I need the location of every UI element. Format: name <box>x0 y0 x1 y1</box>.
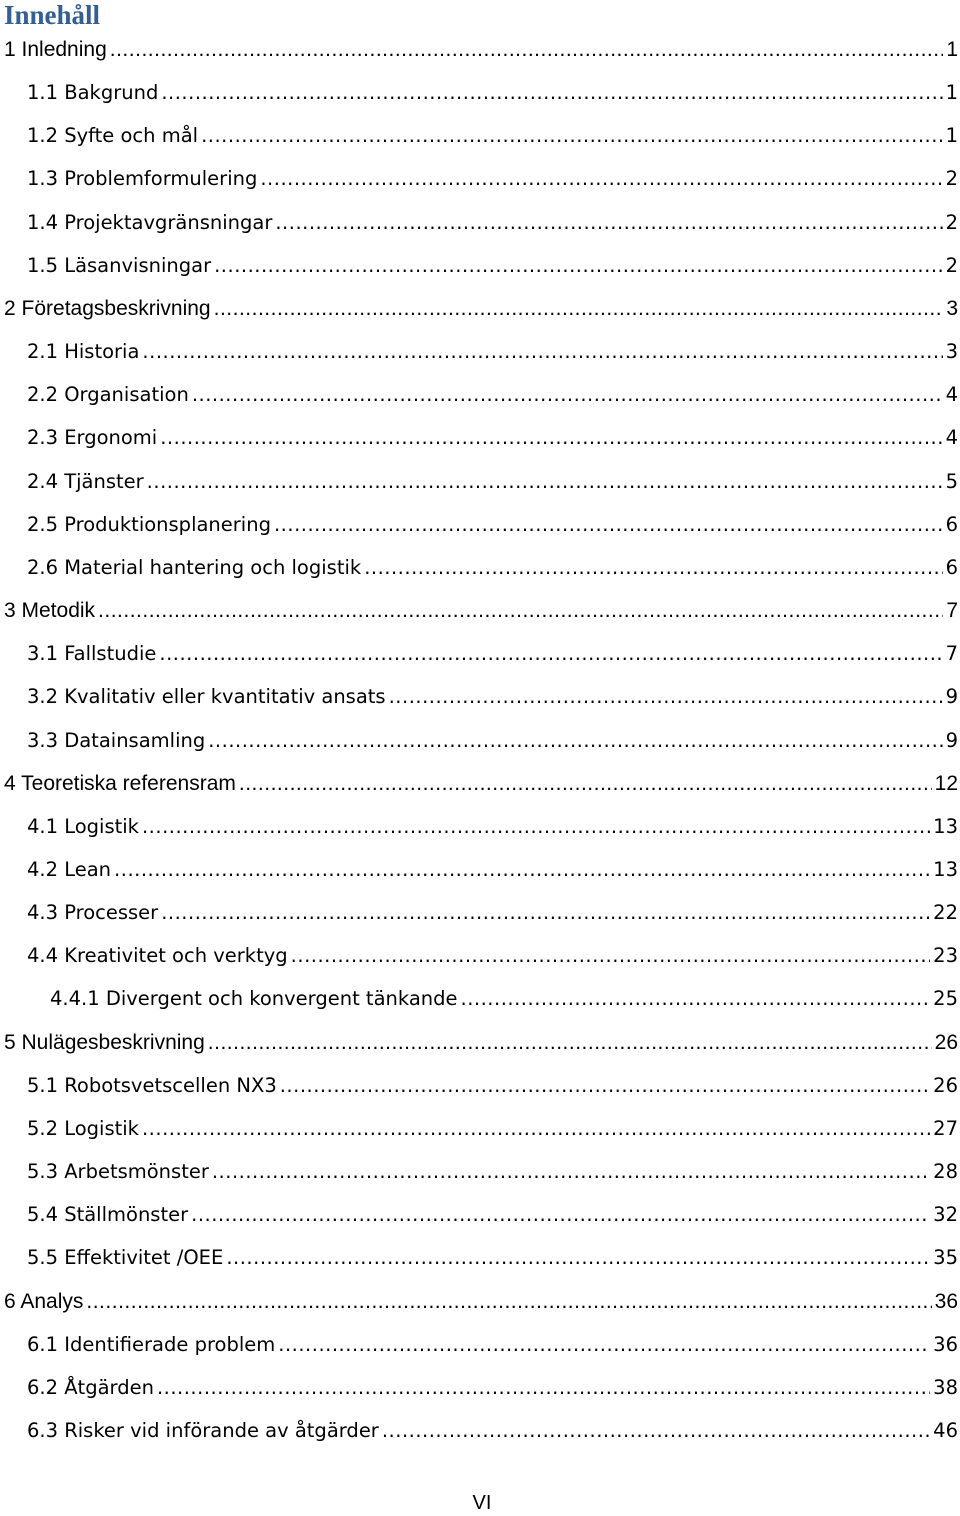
toc-entry[interactable] <box>0 632 960 675</box>
toc-entry[interactable] <box>0 1280 960 1323</box>
toc-entry[interactable] <box>0 589 960 632</box>
toc-entry-label[interactable]: 3.3 Datainsamling <box>27 728 206 752</box>
toc-entry-label[interactable]: 2.4 Tjänster <box>27 469 144 493</box>
toc-entry[interactable] <box>0 891 960 934</box>
toc-entry-page-number: 2 <box>945 210 958 234</box>
page-number: VI <box>472 1492 492 1514</box>
toc-dot-leader <box>98 589 943 632</box>
toc-entry[interactable] <box>0 1107 960 1150</box>
toc-entry[interactable] <box>0 1409 960 1452</box>
toc-entry-page-number: 9 <box>945 728 958 752</box>
toc-entry-label[interactable]: 2.3 Ergonomi <box>27 426 158 450</box>
toc-entry[interactable] <box>0 1193 960 1236</box>
toc-entry[interactable] <box>0 201 960 244</box>
toc-entry[interactable] <box>0 1323 960 1366</box>
toc-dot-leader <box>147 460 943 503</box>
toc-entry-page-number: 7 <box>945 642 958 666</box>
toc-entry-page-number: 13 <box>933 857 958 881</box>
toc-entry-label[interactable]: 5 Nulägesbeskrivning <box>4 1030 205 1054</box>
toc-entry[interactable] <box>0 977 960 1020</box>
toc-dot-leader <box>226 1236 930 1279</box>
toc-dot-leader <box>461 977 931 1020</box>
toc-entry-page-number: 12 <box>934 771 958 795</box>
toc-entry-label[interactable]: 5.2 Logistik <box>27 1116 139 1140</box>
toc-entry-label[interactable]: 6.2 Åtgärden <box>27 1375 154 1399</box>
toc-entry[interactable] <box>0 460 960 503</box>
toc-entry[interactable] <box>0 71 960 114</box>
toc-entry-label[interactable]: 1.2 Syfte och mål <box>27 124 199 148</box>
toc-dot-leader <box>110 28 944 71</box>
toc-entry-label[interactable]: 2.6 Material hantering och logistik <box>27 555 362 579</box>
toc-entry-page-number: 4 <box>945 426 958 450</box>
toc-entry-label[interactable]: 6.3 Risker vid införande av åtgärder <box>27 1419 379 1442</box>
toc-entry-label[interactable]: 1 Inledning <box>4 38 107 61</box>
toc-entry-page-number: 28 <box>933 1160 958 1184</box>
toc-entry[interactable] <box>0 1064 960 1107</box>
toc-entry-label[interactable]: 5.4 Ställmönster <box>27 1203 189 1227</box>
toc-entry-label[interactable]: 6.1 Identifierade problem <box>27 1332 276 1356</box>
toc-entry-page-number: 26 <box>934 1030 958 1054</box>
toc-entry[interactable] <box>0 373 960 416</box>
toc-entry[interactable] <box>0 1150 960 1193</box>
toc-entry-label[interactable]: 4.1 Logistik <box>27 814 139 838</box>
toc-entry-label[interactable]: 4.2 Lean <box>27 857 112 881</box>
toc-dot-leader <box>142 330 942 373</box>
toc-entry[interactable] <box>0 848 960 891</box>
toc-entry[interactable] <box>0 719 960 762</box>
toc-entry-page-number: 35 <box>933 1246 958 1270</box>
toc-entry-page-number: 2 <box>945 253 958 277</box>
toc-entry-label[interactable]: 2 Företagsbeskrivning <box>4 296 211 320</box>
toc-dot-leader <box>142 1107 930 1150</box>
toc-dot-leader <box>291 934 931 977</box>
toc-entry[interactable] <box>0 934 960 977</box>
toc-entry-label[interactable]: 3.2 Kvalitativ eller kvantitativ ansats <box>27 685 386 709</box>
toc-entry-label[interactable]: 4 Teoretiska referensram <box>4 771 236 795</box>
toc-entry-page-number: 1 <box>945 124 958 148</box>
toc-dot-leader <box>191 1193 930 1236</box>
toc-dot-leader <box>389 675 943 718</box>
toc-entry-label[interactable]: 1.3 Problemformulering <box>27 167 258 191</box>
toc-entry-label[interactable]: 5.1 Robotsvetscellen NX3 <box>27 1073 277 1097</box>
toc-entry[interactable] <box>0 244 960 287</box>
toc-dot-leader <box>278 1323 930 1366</box>
toc-dot-leader <box>260 157 942 200</box>
toc-entry-label[interactable]: 1.5 Läsanvisningar <box>27 253 212 277</box>
toc-dot-leader <box>275 201 942 244</box>
toc-dot-leader <box>192 373 943 416</box>
toc-dot-leader <box>280 1064 930 1107</box>
toc-entry-label[interactable]: 5.3 Arbetsmönster <box>27 1160 209 1184</box>
toc-entry-page-number: 36 <box>933 1332 958 1356</box>
toc-entry-label[interactable]: 4.4 Kreativitet och verktyg <box>27 944 288 968</box>
toc-entry-label[interactable]: 1.4 Projektavgränsningar <box>27 210 273 234</box>
toc-entry-page-number: 4 <box>945 383 958 407</box>
toc-entry[interactable] <box>0 287 960 330</box>
toc-entry-page-number: 13 <box>933 814 958 838</box>
toc-entry-label[interactable]: 3.1 Fallstudie <box>27 642 157 666</box>
toc-entry-label[interactable]: 2.5 Produktionsplanering <box>27 512 271 536</box>
toc-dot-leader <box>208 719 942 762</box>
toc-entry-page-number: 6 <box>945 555 958 579</box>
toc-dot-leader <box>201 114 943 157</box>
toc-title: Innehåll <box>4 0 101 30</box>
toc-entry-page-number: 3 <box>945 340 958 364</box>
toc-entry-page-number: 32 <box>933 1203 958 1227</box>
toc-entry[interactable] <box>0 330 960 373</box>
toc-dot-leader <box>86 1280 931 1323</box>
toc-entry[interactable] <box>0 157 960 200</box>
toc-entry-label[interactable]: 3 Metodik <box>4 599 96 623</box>
toc-dot-leader <box>364 546 942 589</box>
toc-entry-label[interactable]: 6 Analys <box>4 1289 84 1313</box>
toc-entry-page-number: 26 <box>933 1073 958 1097</box>
toc-entry-page-number: 36 <box>934 1289 958 1313</box>
toc-entry[interactable] <box>0 546 960 589</box>
toc-entry-page-number: 27 <box>933 1116 958 1140</box>
toc-entry-page-number: 5 <box>945 469 958 493</box>
toc-entry-page-number: 25 <box>933 987 958 1011</box>
toc-entry[interactable] <box>0 1236 960 1279</box>
toc-entry-label[interactable]: 4.4.1 Divergent och konvergent tänkande <box>50 987 458 1011</box>
toc-entry[interactable] <box>0 1021 960 1064</box>
toc-dot-leader <box>159 632 942 675</box>
toc-entry[interactable] <box>0 675 960 718</box>
toc-entry-page-number: 2 <box>945 167 958 191</box>
toc-dot-leader <box>214 244 942 287</box>
toc-dot-leader <box>142 805 930 848</box>
toc-dot-leader <box>161 891 930 934</box>
toc-entry[interactable] <box>0 503 960 546</box>
toc-entry[interactable] <box>0 416 960 459</box>
toc-list <box>0 28 960 1452</box>
toc-dot-leader <box>239 762 932 805</box>
toc-entry-page-number: 22 <box>933 901 958 925</box>
toc-entry[interactable] <box>0 1366 960 1409</box>
toc-entry-page-number: 7 <box>946 599 958 623</box>
toc-entry-page-number: 6 <box>945 512 958 536</box>
toc-entry-label[interactable]: 4.3 Processer <box>27 901 159 925</box>
toc-entry-page-number: 38 <box>933 1375 958 1399</box>
toc-entry-page-number: 9 <box>945 685 958 709</box>
toc-entry-page-number: 3 <box>946 296 958 320</box>
toc-dot-leader <box>382 1409 930 1452</box>
toc-dot-leader <box>160 416 942 459</box>
toc-dot-leader <box>114 848 930 891</box>
toc-entry[interactable] <box>0 28 960 71</box>
toc-entry[interactable] <box>0 114 960 157</box>
toc-dot-leader <box>157 1366 930 1409</box>
toc-entry[interactable] <box>0 805 960 848</box>
toc-dot-leader <box>208 1021 932 1064</box>
toc-entry-page-number: 1 <box>945 81 958 105</box>
toc-entry-page-number: 23 <box>933 944 958 968</box>
toc-entry-page-number: 46 <box>933 1419 958 1442</box>
toc-entry-label[interactable]: 2.1 Historia <box>27 340 140 364</box>
toc-dot-leader <box>161 71 942 114</box>
toc-entry-label[interactable]: 5.5 Effektivitet /OEE <box>27 1246 224 1270</box>
toc-entry-label[interactable]: 2.2 Organisation <box>27 383 189 407</box>
toc-entry-label[interactable]: 1.1 Bakgrund <box>27 81 159 105</box>
toc-dot-leader <box>212 1150 930 1193</box>
toc-entry[interactable] <box>0 762 960 805</box>
toc-dot-leader <box>214 287 944 330</box>
toc-dot-leader <box>274 503 943 546</box>
toc-entry-page-number: 1 <box>946 38 958 61</box>
